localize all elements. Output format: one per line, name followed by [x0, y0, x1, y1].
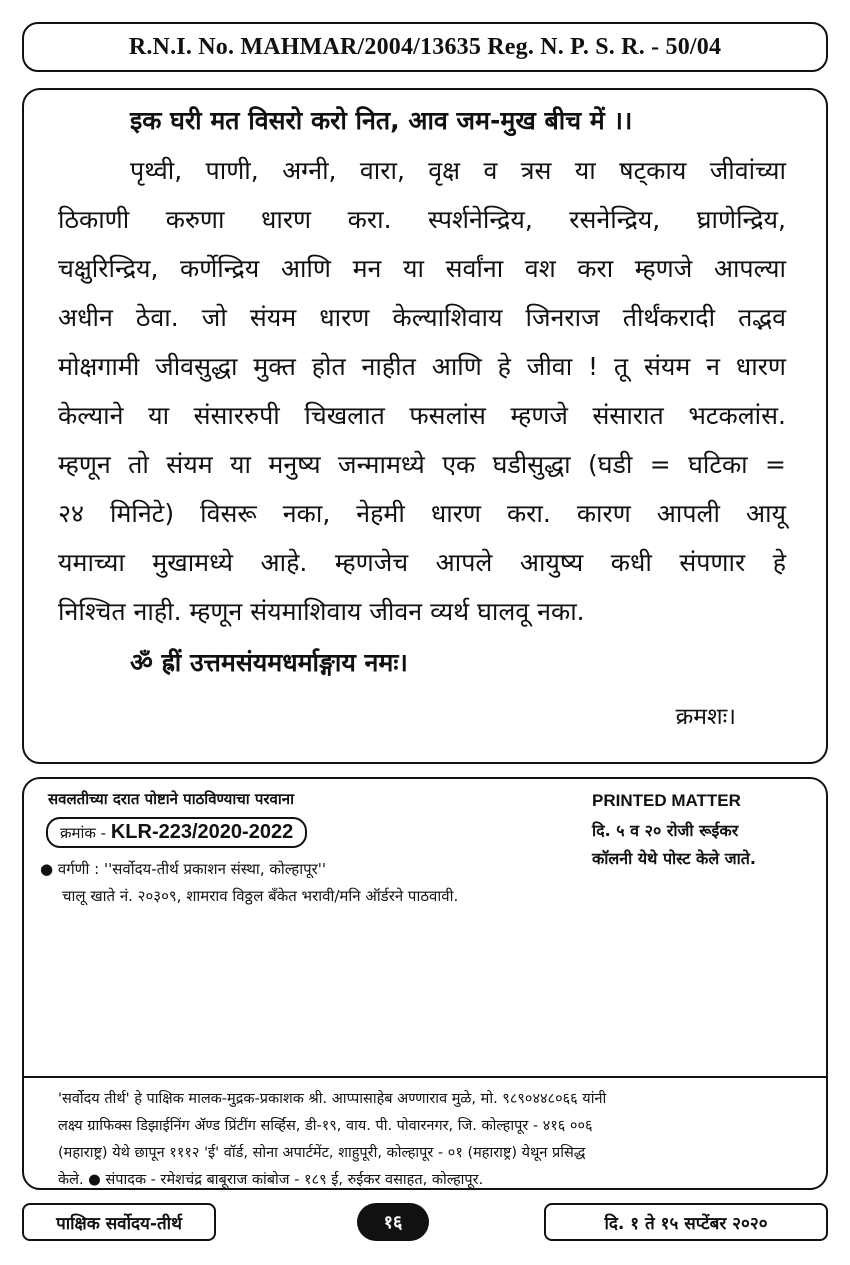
- paragraph-line: म्हणून तो संयम या मनुष्य जन्मामध्ये एक घडीसुद्धा (घडी = घटिका =: [58, 450, 786, 479]
- paragraph-line: अधीन ठेवा. जो संयम धारण केल्याशिवाय जिनराज तीर्थंकरादी तद्भव: [58, 303, 786, 332]
- paragraph-line: पृथ्वी, पाणी, अग्नी, वारा, वृक्ष व त्रस या षट्‌काय जीवांच्या: [130, 156, 786, 185]
- paragraph-line: २४ मिनिटे) विसरू नका, नेहमी धारण करा. कारण आपली आयू: [58, 499, 786, 528]
- permit-number-badge: [46, 817, 307, 848]
- page-number: १६: [383, 1212, 403, 1233]
- issue-date-label: [544, 1203, 828, 1241]
- verse-line: इक घरी मत विसरो करो नित, आव जम-मुख बीच में ।।: [130, 106, 633, 135]
- posting-info-line: कॉलनी येथे पोस्ट केले जाते.: [592, 849, 756, 868]
- main-text-box: [22, 88, 828, 764]
- magazine-name-label: [22, 1203, 216, 1241]
- page-number-badge: [357, 1203, 429, 1241]
- paragraph-line: यमाच्या मुखामध्ये आहे. म्हणजेच आपले आयुष्य कधी संपणार हे: [58, 548, 786, 577]
- postal-info-box: [22, 777, 828, 1190]
- paragraph-line: चक्षुरिन्द्रिय, कर्णेन्द्रिय आणि मन या सर्वांना वश करा म्हणजे आपल्या: [58, 254, 786, 283]
- imprint-line: (महाराष्ट्र) येथे छापून १११२ 'ई' वॉर्ड, सोना अपार्टमेंट, शाहुपूरी, कोल्हापूर - ०१ (महाराष्ट्र) येथून प्रसिद्ध: [58, 1145, 586, 1161]
- paragraph-line: केल्याने या संसाररुपी चिखलात फसलांस म्हणजे संसारात भटकलांस.: [58, 401, 786, 430]
- continued-label: क्रमशः।: [675, 704, 736, 730]
- imprint-line: लक्ष्य ग्राफिक्स डिझाईनिंग ॲण्ड प्रिंटींग सर्व्हिस, डी-१९, वाय. पी. पोवारनगर, जि. कोल्हापूर - ४१६ ००६: [58, 1118, 593, 1134]
- subscription-line: ● वर्गणी : ''सर्वोदय-तीर्थ प्रकाशन संस्था, कोल्हापूर'': [40, 860, 326, 878]
- issue-date: दि. १ ते १५ सप्टेंबर २०२०: [604, 1213, 768, 1234]
- postal-permit-title: सवलतीच्या दरात पोष्टाने पाठविण्याचा परवाना: [48, 790, 294, 808]
- paragraph-line: ठिकाणी करुणा धारण करा. स्पर्शनेन्द्रिय, रसनेन्द्रिय, घ्राणेन्द्रिय,: [58, 205, 786, 234]
- imprint-line: केले. ● संपादक - रमेशचंद्र बाबूराज कांबोज - १८९ ई, रुईकर वसाहत, कोल्हापूर.: [58, 1172, 484, 1188]
- imprint-section: [24, 1076, 826, 1194]
- mantra-line: ॐ ह्रीं उत्तमसंयमधर्माङ्गाय नमः।: [130, 648, 408, 677]
- permit-number: KLR-223/2020-2022: [110, 821, 294, 843]
- printed-matter-label: PRINTED MATTER: [592, 791, 741, 810]
- imprint-line: 'सर्वोदय तीर्थ' हे पाक्षिक मालक-मुद्रक-प्रकाशक श्री. आप्पासाहेब अण्णाराव मुळे, मो. ९८९०४४८०६६ यांनी: [58, 1091, 607, 1107]
- rni-text: R.N.I. No. MAHMAR/2004/13635 Reg. N. P. S. R. - 50/04: [128, 33, 722, 60]
- rni-header: [22, 22, 828, 72]
- account-line: चालू खाते नं. २०३०९, शामराव विठ्ठल बँकेत भरावी/मनि ऑर्डरने पाठवावी.: [62, 887, 459, 905]
- permit-number-label: क्रमांक -: [60, 824, 107, 842]
- paragraph-line: मोक्षगामी जीवसुद्धा मुक्त होत नाहीत आणि हे जीवा ! तू संयम न धारण: [58, 352, 786, 381]
- magazine-name: पाक्षिक सर्वोदय-तीर्थ: [56, 1213, 182, 1234]
- posting-info-line: दि. ५ व २० रोजी रूईकर: [592, 821, 739, 840]
- paragraph-line: निश्चित नाही. म्हणून संयमाशिवाय जीवन व्यर्थ घालवू नका.: [58, 597, 585, 626]
